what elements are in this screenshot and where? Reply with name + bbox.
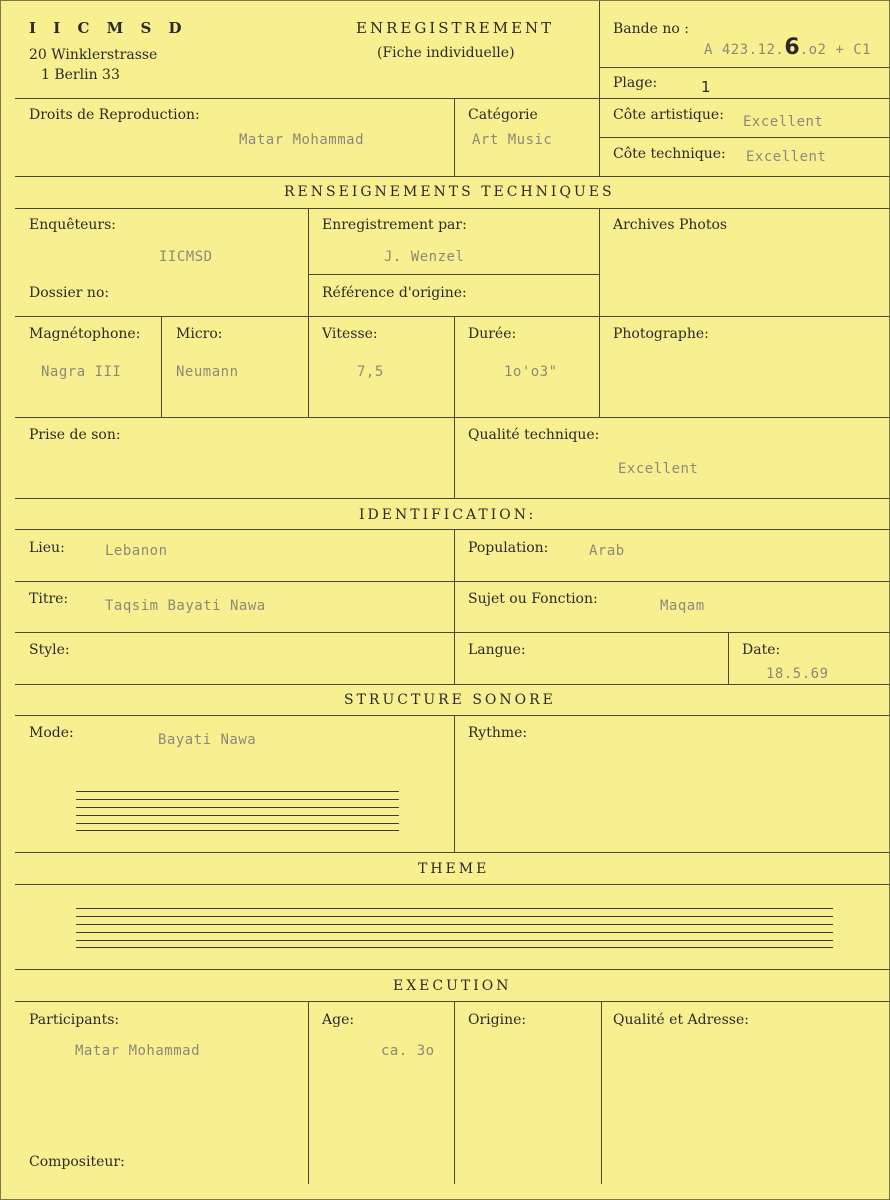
- bande-value-typed-suffix: .o2 + C1: [799, 42, 872, 58]
- grid-line: [454, 715, 455, 852]
- grid-line: [599, 67, 889, 68]
- plage-value: 1: [701, 78, 711, 96]
- institute-logo: I I C M S D: [29, 19, 188, 37]
- lieu-value: Lebanon: [105, 543, 168, 559]
- grid-line: [161, 316, 162, 418]
- enqueteurs-label: Enquêteurs:: [29, 217, 117, 233]
- grid-line: [15, 884, 889, 885]
- enregistrement-par-label: Enregistrement par:: [322, 217, 467, 233]
- grid-line: [454, 529, 455, 685]
- participants-label: Participants:: [29, 1012, 120, 1028]
- rythme-label: Rythme:: [468, 725, 528, 741]
- grid-line: [599, 137, 889, 138]
- bande-value: [704, 35, 871, 60]
- lieu-label: Lieu:: [29, 540, 65, 556]
- section-execution: EXECUTION: [393, 978, 512, 994]
- date-label: Date:: [742, 642, 781, 658]
- categorie-label: Catégorie: [468, 107, 538, 123]
- section-identification: IDENTIFICATION:: [359, 507, 537, 523]
- section-structure-sonore: STRUCTURE SONORE: [344, 692, 556, 708]
- population-value: Arab: [589, 543, 625, 559]
- qualite-technique-value: Excellent: [618, 461, 699, 477]
- cote-artistique-label: Côte artistique:: [613, 107, 724, 123]
- sujet-fonction-label: Sujet ou Fonction:: [468, 591, 598, 607]
- staff-line: [76, 916, 833, 917]
- grid-line: [308, 1001, 309, 1184]
- style-label: Style:: [29, 642, 70, 658]
- photographe-label: Photographe:: [613, 326, 709, 342]
- grid-line: [308, 274, 599, 275]
- bande-value-typed: A 423.12.: [704, 42, 785, 58]
- magnetophone-value: Nagra III: [41, 364, 122, 380]
- grid-line: [454, 1001, 455, 1184]
- qualite-adresse-label: Qualité et Adresse:: [613, 1012, 749, 1028]
- prise-de-son-label: Prise de son:: [29, 427, 121, 443]
- droits-label: Droits de Reproduction:: [29, 107, 200, 123]
- grid-line: [15, 98, 889, 99]
- grid-line: [601, 1001, 602, 1184]
- archives-photos-label: Archives Photos: [613, 217, 728, 233]
- droits-value: Matar Mohammad: [239, 132, 365, 148]
- cote-technique-value: Excellent: [746, 149, 827, 165]
- sujet-fonction-value: Maqam: [660, 598, 705, 614]
- micro-value: Neumann: [176, 364, 239, 380]
- age-value: ca. 3o: [381, 1043, 435, 1059]
- categorie-value: Art Music: [472, 132, 553, 148]
- staff-line: [76, 947, 833, 948]
- plage-label: Plage:: [613, 75, 658, 91]
- grid-line: [15, 208, 889, 209]
- origine-label: Origine:: [468, 1012, 527, 1028]
- staff-line: [76, 830, 399, 831]
- form-title: ENREGISTREMENT: [356, 19, 555, 37]
- grid-line: [728, 632, 729, 685]
- reference-origine-label: Référence d'origine:: [322, 285, 467, 301]
- langue-label: Langue:: [468, 642, 526, 658]
- age-label: Age:: [322, 1012, 355, 1028]
- bande-label: Bande no :: [613, 21, 689, 37]
- staff-line: [76, 799, 399, 800]
- magnetophone-label: Magnétophone:: [29, 326, 141, 342]
- grid-line: [454, 98, 455, 176]
- duree-label: Durée:: [468, 326, 517, 342]
- staff-line: [76, 791, 399, 792]
- form-subtitle: (Fiche individuelle): [377, 45, 515, 61]
- grid-line: [599, 1, 600, 176]
- grid-line: [308, 208, 309, 418]
- section-theme: THEME: [418, 861, 490, 877]
- grid-line: [15, 581, 889, 582]
- vitesse-value: 7,5: [357, 364, 384, 380]
- grid-line: [454, 417, 455, 499]
- grid-line: [15, 1001, 889, 1002]
- staff-line: [76, 823, 399, 824]
- grid-line: [15, 632, 889, 633]
- enqueteurs-value: IICMSD: [159, 249, 213, 265]
- staff-line: [76, 932, 833, 933]
- staff-line: [76, 807, 399, 808]
- grid-line: [599, 208, 600, 418]
- duree-value: 1o'o3": [504, 364, 558, 380]
- population-label: Population:: [468, 540, 549, 556]
- staff-line: [76, 940, 833, 941]
- grid-line: [15, 529, 889, 530]
- cote-technique-label: Côte technique:: [613, 146, 726, 162]
- date-value: 18.5.69: [766, 666, 829, 682]
- cote-artistique-value: Excellent: [743, 114, 824, 130]
- address-line-2: 1 Berlin 33: [41, 67, 120, 83]
- staff-line: [76, 908, 833, 909]
- micro-label: Micro:: [176, 326, 223, 342]
- grid-line: [15, 715, 889, 716]
- section-renseignements-techniques: RENSEIGNEMENTS TECHNIQUES: [284, 184, 615, 200]
- participants-value: Matar Mohammad: [75, 1043, 201, 1059]
- mode-label: Mode:: [29, 725, 74, 741]
- grid-line: [15, 684, 889, 685]
- titre-label: Titre:: [29, 591, 69, 607]
- grid-line: [15, 417, 889, 418]
- enregistrement-par-value: J. Wenzel: [384, 249, 465, 265]
- grid-line: [15, 316, 889, 317]
- vitesse-label: Vitesse:: [322, 326, 378, 342]
- grid-line: [15, 176, 889, 177]
- dossier-label: Dossier no:: [29, 285, 110, 301]
- staff-line: [76, 924, 833, 925]
- address-line-1: 20 Winklerstrasse: [29, 47, 158, 63]
- grid-line: [15, 498, 889, 499]
- staff-line: [76, 815, 399, 816]
- grid-line: [454, 316, 455, 418]
- bande-value-handwritten: 6: [784, 35, 800, 60]
- qualite-technique-label: Qualité technique:: [468, 427, 600, 443]
- mode-value: Bayati Nawa: [158, 732, 257, 748]
- grid-line: [15, 969, 889, 970]
- compositeur-label: Compositeur:: [29, 1154, 125, 1170]
- grid-line: [15, 852, 889, 853]
- titre-value: Taqsim Bayati Nawa: [105, 598, 266, 614]
